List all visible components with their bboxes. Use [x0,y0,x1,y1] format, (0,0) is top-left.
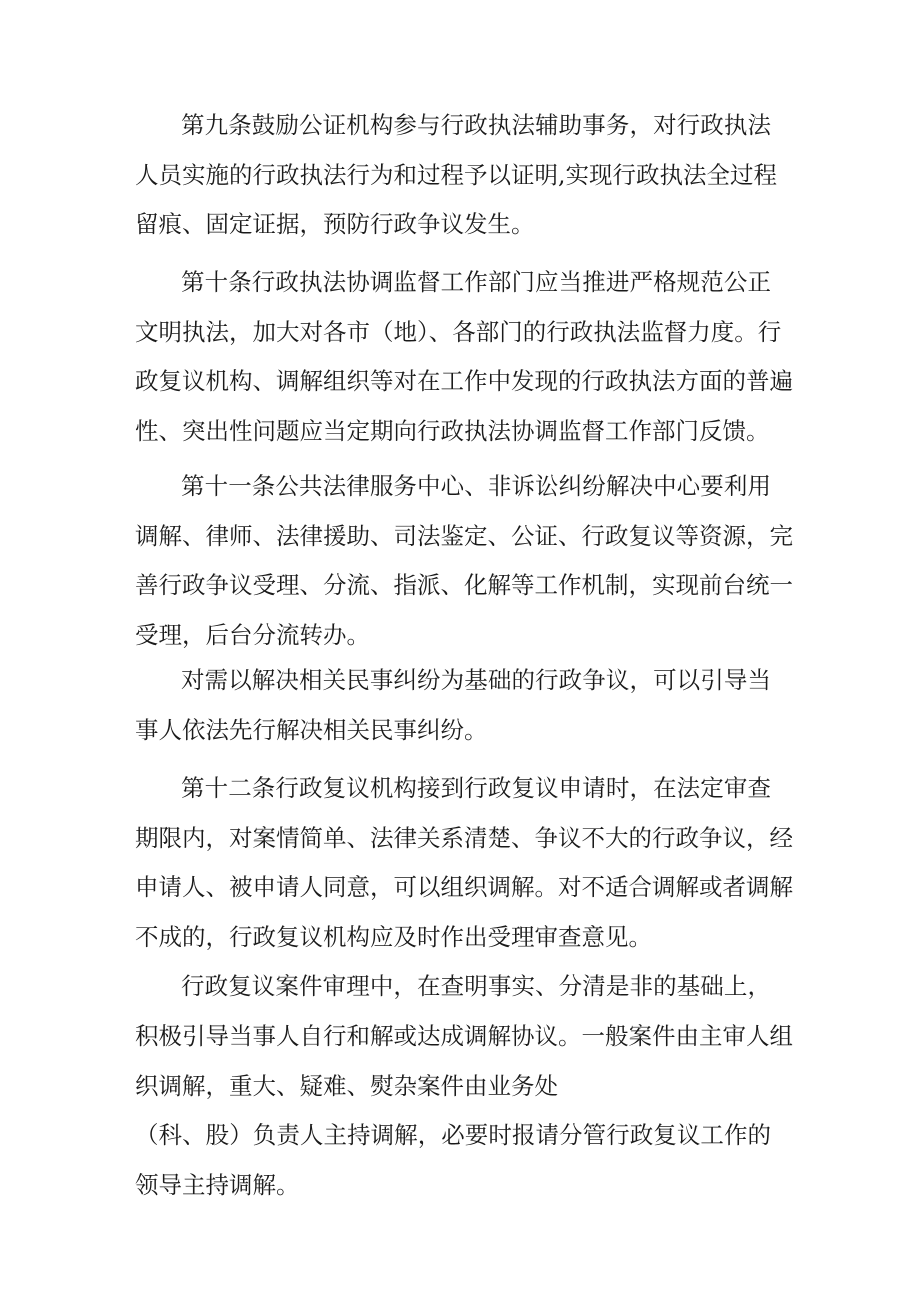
text-line: 行政复议案件审理中，在查明事实、分清是非的基础上， [181,972,771,1000]
text-line: 性、突出性问题应当定期向行政执法协调监督工作部门反馈。 [135,417,770,445]
text-line: 织调解，重大、疑难、熨杂案件由业务处 [135,1072,558,1100]
text-line: 第十二条行政复议机构接到行政复议申请时，在法定审查 [181,774,771,802]
text-line: 领导主持调解。 [135,1171,300,1199]
text-line: 期限内，对案情简单、法律关系清楚、争议不大的行政争议，经 [135,824,793,852]
text-line: 善行政争议受理、分流、指派、化解等工作机制，实现前台统一 [135,571,793,599]
text-line: 文明执法，加大对各市（地）、各部门的行政执法监督力度。行 [135,318,782,346]
text-line: 对需以解决相关民事纠纷为基础的行政争议，可以引导当 [181,666,771,694]
text-line: 留痕、固定证据，预防行政争议发生。 [135,210,535,238]
text-line: 第九条鼓励公证机构参与行政执法辅助事务，对行政执法 [181,111,771,139]
text-line: 调解、律师、法律援助、司法鉴定、公证、行政复议等资源，完 [135,522,793,550]
text-line: 积极引导当事人自行和解或达成调解协议。一般案件由主审人组 [135,1022,793,1050]
text-line: 受理，后台分流转办。 [135,621,370,649]
text-line: 第十一条公共法律服务中心、非诉讼纠纷解决中心要利用 [181,472,771,500]
text-line: 政复议机构、调解组织等对在工作中发现的行政执法方面的普遍 [135,367,793,395]
text-line: 事人依法先行解决相关民事纠纷。 [135,716,488,744]
text-line: 申请人、被申请人同意，可以组织调解。对不适合调解或者调解 [135,873,793,901]
text-line: （科、股）负责人主持调解，必要时报请分管行政复议工作的 [135,1121,771,1149]
text-line: 人员实施的行政执法行为和过程予以证明,实现行政执法全过程 [135,161,777,189]
text-line: 不成的，行政复议机构应及时作出受理审查意见。 [135,923,652,951]
text-line: 第十条行政执法协调监督工作部门应当推进严格规范公正 [181,268,771,296]
